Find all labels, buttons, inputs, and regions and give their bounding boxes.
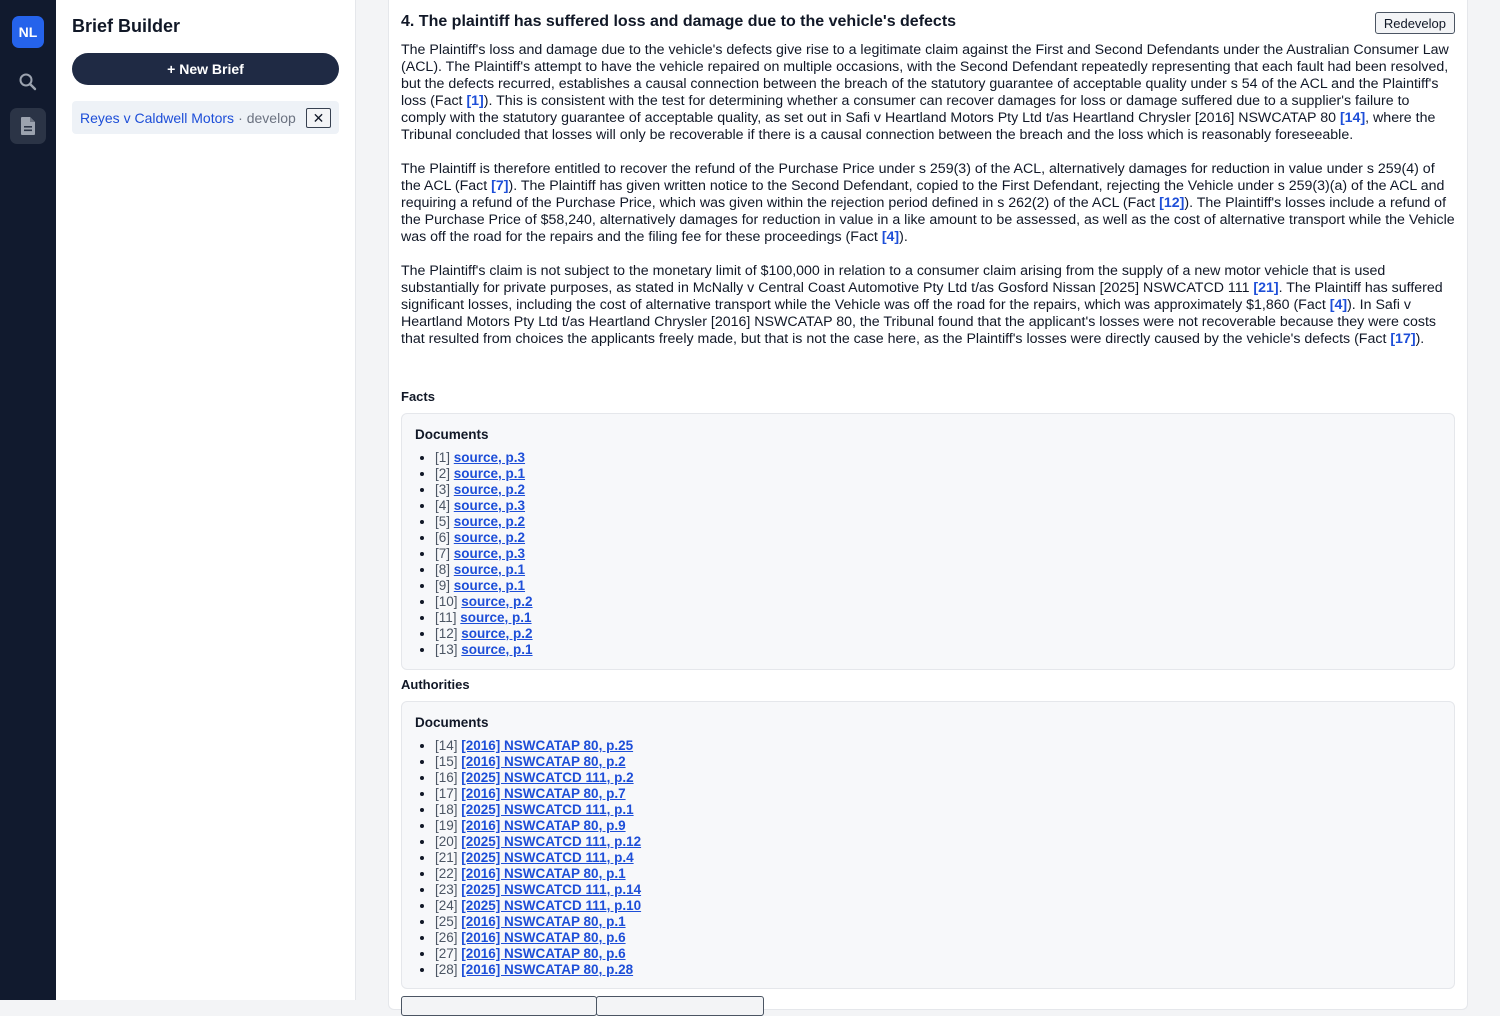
authority-list-item xyxy=(435,834,641,850)
source-link[interactable]: [2025] NSWCATCD 111, p.10 xyxy=(461,898,642,913)
reference-number: [10] xyxy=(435,594,462,609)
fact-list-item xyxy=(435,530,533,546)
brief-name[interactable]: Reyes v Caldwell Motors xyxy=(80,109,235,126)
source-link[interactable]: [2016] NSWCATAP 80, p.28 xyxy=(461,962,634,977)
fact-reference-link[interactable]: [7] xyxy=(491,178,509,194)
fact-list-item xyxy=(435,546,533,562)
close-icon: ✕ xyxy=(312,109,325,126)
authority-list-item xyxy=(435,914,641,930)
body-paragraph xyxy=(401,263,1457,348)
reference-number: [1] xyxy=(435,450,454,465)
bottom-button[interactable] xyxy=(596,996,764,1016)
reference-number: [13] xyxy=(435,642,462,657)
documents-nav-button[interactable] xyxy=(10,108,46,144)
redevelop-button[interactable]: Redevelop xyxy=(1375,12,1455,34)
reference-number: [12] xyxy=(435,626,462,641)
reference-number: [15] xyxy=(435,754,462,769)
authority-list-item xyxy=(435,930,641,946)
reference-number: [14] xyxy=(435,738,462,753)
source-link[interactable]: [2016] NSWCATAP 80, p.25 xyxy=(461,738,634,753)
reference-number: [17] xyxy=(435,786,462,801)
facts-box xyxy=(401,413,1455,670)
paragraph-text: . The Plaintiff has suffered significant losses, including the cost of alternative transport while the Vehicle was off the road for the repairs, which was approximately $1,860 (Fact xyxy=(401,280,1443,313)
authorities-box xyxy=(401,701,1455,989)
fact-list-item xyxy=(435,610,533,626)
reference-number: [22] xyxy=(435,866,462,881)
fact-list-item xyxy=(435,626,533,642)
source-link[interactable]: source, p.3 xyxy=(453,498,526,513)
source-link[interactable]: source, p.2 xyxy=(461,626,533,641)
source-link[interactable]: source, p.1 xyxy=(460,610,532,625)
source-link[interactable]: source, p.1 xyxy=(461,642,533,657)
authorities-list xyxy=(435,738,641,978)
facts-list xyxy=(435,450,533,658)
source-link[interactable]: source, p.3 xyxy=(453,546,526,561)
paragraph-text: The Plaintiff's loss and damage due to the vehicle's defects give rise to a legitimate claim against the First and Second Defendants under the Australian Consumer Law (ACL). The Plaintiff's attempt to have the vehicle repaired on multiple occasions, with the Second Defendant repeatedly representing that each fault had been resolved, but the defects recurred, establishes a causal connection between the breach of the statutory guarantee of acceptable quality under s 54 of the ACL and the Plaintiff's loss (Fact xyxy=(401,42,1449,109)
section-body xyxy=(401,42,1457,365)
body-paragraph xyxy=(401,161,1457,246)
source-link[interactable]: source, p.2 xyxy=(453,530,526,545)
reference-number: [2] xyxy=(435,466,454,481)
search-nav-button[interactable] xyxy=(10,64,46,100)
source-link[interactable]: [2016] NSWCATAP 80, p.7 xyxy=(461,786,626,801)
reference-number: [7] xyxy=(435,546,454,561)
source-link[interactable]: source, p.1 xyxy=(453,466,526,481)
fact-reference-link[interactable]: [17] xyxy=(1390,331,1416,347)
authority-list-item xyxy=(435,946,641,962)
authority-list-item xyxy=(435,882,641,898)
authority-list-item xyxy=(435,754,641,770)
reference-number: [21] xyxy=(435,850,462,865)
source-link[interactable]: source, p.3 xyxy=(453,450,526,465)
new-brief-button[interactable]: + New Brief xyxy=(72,53,339,85)
fact-list-item xyxy=(435,578,533,594)
source-link[interactable]: source, p.2 xyxy=(453,514,526,529)
source-link[interactable]: [2025] NSWCATCD 111, p.4 xyxy=(461,850,634,865)
fact-list-item xyxy=(435,450,533,466)
source-link[interactable]: [2025] NSWCATCD 111, p.2 xyxy=(461,770,634,785)
fact-reference-link[interactable]: [1] xyxy=(466,93,484,109)
reference-number: [19] xyxy=(435,818,462,833)
source-link[interactable]: [2025] NSWCATCD 111, p.12 xyxy=(461,834,642,849)
close-brief-button[interactable] xyxy=(306,108,331,128)
fact-list-item xyxy=(435,562,533,578)
bottom-button[interactable] xyxy=(401,996,597,1016)
authority-list-item xyxy=(435,866,641,882)
reference-number: [24] xyxy=(435,898,462,913)
avatar[interactable]: NL xyxy=(12,16,44,48)
search-icon xyxy=(18,72,38,92)
reference-number: [3] xyxy=(435,482,454,497)
source-link[interactable]: source, p.1 xyxy=(453,578,526,593)
section-card xyxy=(388,0,1468,1010)
authorities-documents-heading: Documents xyxy=(415,715,489,730)
paragraph-text: ). xyxy=(1415,331,1425,347)
authority-list-item xyxy=(435,802,641,818)
reference-number: [23] xyxy=(435,882,462,897)
fact-reference-link[interactable]: [4] xyxy=(1329,297,1348,313)
reference-number: [11] xyxy=(435,610,461,625)
fact-reference-link[interactable]: [14] xyxy=(1339,110,1366,126)
source-link[interactable]: [2016] NSWCATAP 80, p.1 xyxy=(461,914,626,929)
source-link[interactable]: [2016] NSWCATAP 80, p.1 xyxy=(461,866,626,881)
source-link[interactable]: source, p.1 xyxy=(453,562,526,577)
fact-reference-link[interactable]: [4] xyxy=(881,229,900,245)
source-link[interactable]: source, p.2 xyxy=(461,594,533,609)
fact-list-item xyxy=(435,466,533,482)
authority-list-item xyxy=(435,818,641,834)
reference-number: [26] xyxy=(435,930,462,945)
fact-list-item xyxy=(435,514,533,530)
source-link[interactable]: [2016] NSWCATAP 80, p.6 xyxy=(461,930,626,945)
authority-list-item xyxy=(435,786,641,802)
sidebar xyxy=(56,0,356,1000)
paragraph-text: ). The Plaintiff has given written notice to the Second Defendant, copied to the First Defendant, rejecting the Vehicle under s 259(3)(a) of the ACL and requiring a refund of the Purchase Price, which was given within the rejection period defined in s 262(2) of the ACL (Fact xyxy=(401,178,1445,211)
reference-number: [6] xyxy=(435,530,454,545)
reference-number: [5] xyxy=(435,514,454,529)
authority-list-item xyxy=(435,898,641,914)
source-link[interactable]: [2016] NSWCATAP 80, p.6 xyxy=(461,946,626,961)
paragraph-text: ). This is consistent with the test for determining whether a consumer can recover damages for loss or damage suffered due to a supplier's failure to comply with the statutory guarantee of acceptable quality, as set out in Safi v Heartland Motors Pty Ltd t/as Heartland Chrysler [2016] NSWCATAP 80 xyxy=(401,93,1410,126)
paragraph-text: ). The Plaintiff's losses include a refund of the Purchase Price of $58,240, alternatively damages for reduction in value in a like amount to be assessed, as well as the cost of alternative transport while the Vehicle was off the road for the repairs and the filing fee for these proceedings (Fact xyxy=(401,195,1455,245)
reference-number: [20] xyxy=(435,834,462,849)
brief-branch: develop xyxy=(246,109,296,126)
paragraph-text: ). xyxy=(899,229,908,245)
fact-list-item xyxy=(435,594,533,610)
reference-number: [16] xyxy=(435,770,462,785)
document-icon xyxy=(19,116,37,136)
source-link[interactable]: [2016] NSWCATAP 80, p.9 xyxy=(461,818,626,833)
section-title: 4. The plaintiff has suffered loss and damage due to the vehicle's defects xyxy=(401,13,957,30)
icon-rail xyxy=(0,0,56,1000)
reference-number: [18] xyxy=(435,802,462,817)
source-link[interactable]: source, p.2 xyxy=(453,482,526,497)
fact-list-item xyxy=(435,482,533,498)
reference-number: [25] xyxy=(435,914,462,929)
brief-separator: · xyxy=(238,109,243,126)
source-link[interactable]: [2025] NSWCATCD 111, p.14 xyxy=(461,882,642,897)
fact-list-item xyxy=(435,642,533,658)
source-link[interactable]: [2025] NSWCATCD 111, p.1 xyxy=(461,802,634,817)
facts-heading: Facts xyxy=(401,389,435,404)
reference-number: [4] xyxy=(435,498,454,513)
paragraph-text: The Plaintiff is therefore entitled to recover the refund of the Purchase Price under s 259(3) of the ACL, alternatively damages for reduction in value under s 259(4) of the ACL (Fact xyxy=(401,161,1435,194)
brief-list-item[interactable] xyxy=(72,101,339,134)
facts-documents-heading: Documents xyxy=(415,427,489,442)
fact-reference-link[interactable]: [12] xyxy=(1159,195,1185,211)
reference-number: [9] xyxy=(435,578,454,593)
reference-number: [8] xyxy=(435,562,454,577)
authority-list-item xyxy=(435,850,641,866)
fact-list-item xyxy=(435,498,533,514)
paragraph-text: The Plaintiff's claim is not subject to the monetary limit of $100,000 in relation to a consumer claim arising from the supply of a new motor vehicle that is used substantially for private purposes, as stated in McNally v Central Coast Automotive Pty Ltd t/as Gosford Nissan [2025] NSWCATCD 111 xyxy=(401,263,1386,296)
body-paragraph xyxy=(401,42,1457,144)
authority-list-item xyxy=(435,962,641,978)
reference-number: [27] xyxy=(435,946,462,961)
sidebar-title: Brief Builder xyxy=(72,16,181,36)
authorities-heading: Authorities xyxy=(401,677,470,692)
source-link[interactable]: [2016] NSWCATAP 80, p.2 xyxy=(461,754,626,769)
authority-list-item xyxy=(435,770,641,786)
paragraph-text: , where the Tribunal concluded that losses will only be recoverable if there is a causal connection between the breach and the loss which is reasonably foreseeable. xyxy=(401,110,1436,143)
reference-number: [28] xyxy=(435,962,462,977)
fact-reference-link[interactable]: [21] xyxy=(1253,280,1279,296)
paragraph-text: ). In Safi v Heartland Motors Pty Ltd t/as Heartland Chrysler [2016] NSWCATAP 80, the Tribunal found that the applicant's losses were not recoverable because they were costs that resulted from choices the applicants freely made, but that is not the case here, as the Plaintiff's losses were directly caused by the vehicle's defects (Fact xyxy=(401,297,1436,347)
authority-list-item xyxy=(435,738,641,754)
